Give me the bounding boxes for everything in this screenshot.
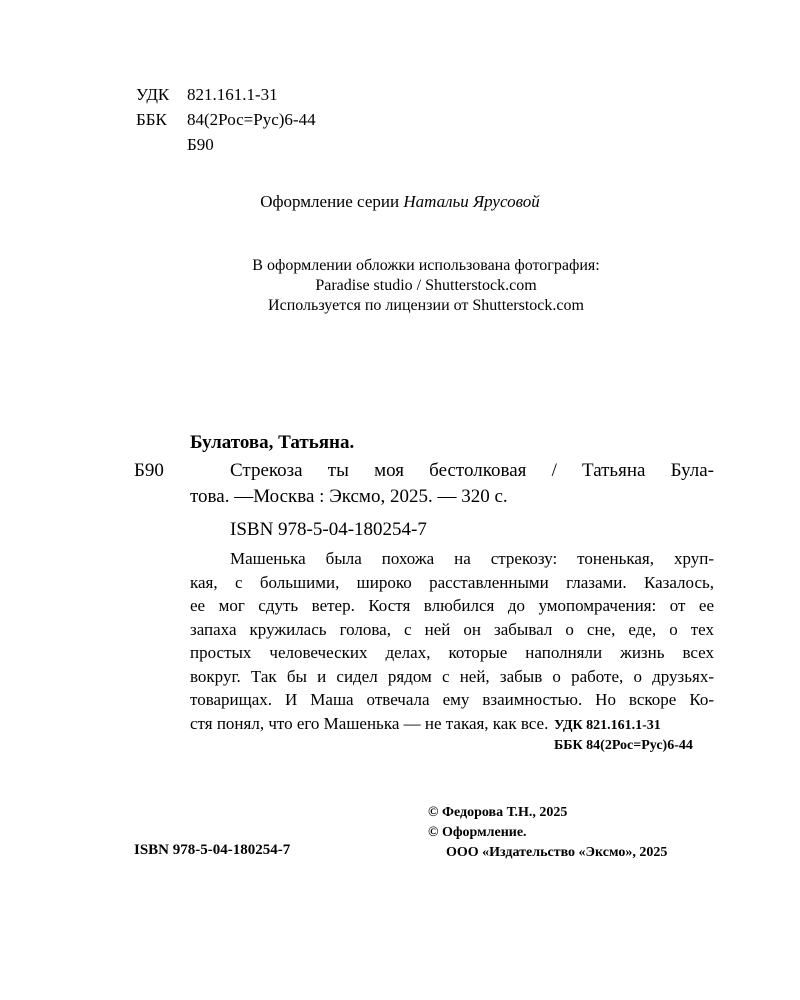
author-mark-top: Б90 [187, 135, 214, 154]
annotation-line: вокруг. Так бы и сидел рядом с ней, забыв о работе, о друзьях- [190, 666, 714, 686]
cover-photo-credit [0, 256, 800, 316]
series-designer: Натальи Ярусовой [403, 192, 540, 211]
annotation [190, 547, 714, 735]
udk-value: 821.161.1-31 [187, 85, 278, 104]
annotation-line: стя понял, что его Машенька — не такая, как все. [190, 713, 549, 733]
annotation-line: запаха кружилась голова, с ней он забывал о сне, еде, о тех [190, 619, 714, 639]
isbn-bottom: ISBN 978-5-04-180254-7 [134, 842, 291, 858]
udk-label: УДК [136, 85, 170, 104]
author-mark: Б90 [134, 460, 164, 481]
copyright-block [428, 803, 667, 863]
bbk-label: ББК [136, 110, 167, 129]
annotation-line: товарищах. И Маша отвечала ему взаимностью. Но вскоре Ко- [190, 690, 714, 709]
copyright-line-1: © Федорова Т.Н., 2025 [428, 805, 568, 820]
udk-short: УДК 821.161.1-31 [554, 718, 661, 733]
series-label: Оформление серии [260, 192, 400, 211]
author-heading: Булатова, Татьяна. [190, 432, 355, 453]
photo-credit-line-3: Используется по лицензии от Shutterstock.com [268, 297, 584, 314]
annotation-line: ее мог сдуть ветер. Костя влюбился до умопомрачения: от ее [190, 596, 714, 615]
bbk-value: 84(2Рос=Рус)6-44 [187, 110, 316, 129]
annotation-line: Машенька была похожа на стрекозу: тоненькая, хруп- [230, 549, 714, 568]
bbk-short: ББК 84(2Рос=Рус)6-44 [554, 738, 693, 753]
annotation-line: кая, с большими, широко расставленными глазами. Казалось, [190, 572, 714, 592]
annotation-line: простых человеческих делах, которые наполняли жизнь всех [190, 643, 714, 662]
series-design-credit [0, 192, 800, 212]
bbk-row [136, 107, 316, 132]
title-line-2: това. —Москва : Эксмо, 2025. — 320 с. [190, 486, 508, 507]
classification-block [136, 82, 316, 157]
udk-row [136, 82, 316, 107]
copyright-line-2: © Оформление. [428, 825, 527, 840]
classification-short [554, 716, 693, 756]
copyright-line-3: ООО «Издательство «Эксмо», 2025 [446, 845, 668, 860]
photo-credit-line-2: Paradise studio / Shutterstock.com [315, 277, 537, 294]
isbn-record: ISBN 978-5-04-180254-7 [230, 519, 427, 540]
photo-credit-line-1: В оформлении обложки использована фотография: [252, 257, 600, 274]
title-line-1: Стрекоза ты моя бестолковая / Татьяна Була- [230, 460, 714, 481]
